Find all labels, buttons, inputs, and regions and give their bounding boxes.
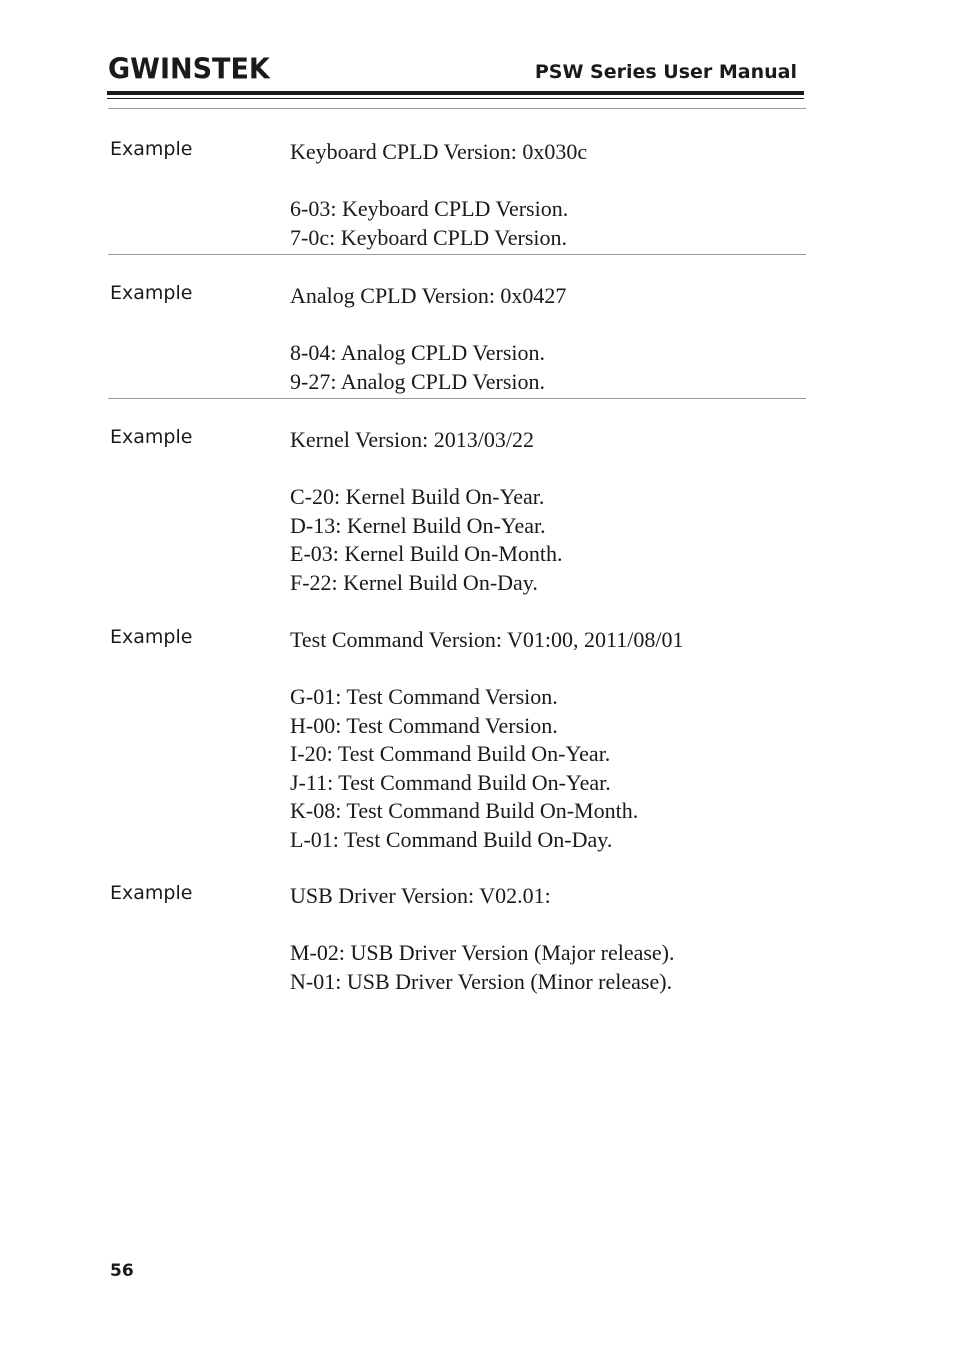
example-line: G-01: Test Command Version. [290,684,558,709]
example-label: Example [110,882,193,904]
example-heading: USB Driver Version: V02.01: [290,883,551,908]
example-label: Example [110,138,193,160]
example-line: M-02: USB Driver Version (Major release). [290,940,675,965]
example-line: 7-0c: Keyboard CPLD Version. [290,224,567,250]
document-title: PSW Series User Manual [534,61,797,83]
example-content [290,626,683,854]
page-number: 56 [110,1261,134,1281]
example-content [290,426,563,597]
header-rule-thin [107,98,804,99]
section-divider [108,398,806,399]
brand-logo: GWINSTEK [108,53,270,86]
header-rule-thick [107,91,804,95]
example-content [290,138,587,252]
example-line: E-03: Kernel Build On-Month. [290,541,563,566]
example-heading: Test Command Version: V01:00, 2011/08/01 [290,627,684,652]
example-line: D-13: Kernel Build On-Year. [290,512,546,538]
example-line: C-20: Kernel Build On-Year. [290,484,545,509]
example-line: 9-27: Analog CPLD Version. [290,368,546,394]
example-line: 8-04: Analog CPLD Version. [290,340,546,365]
example-line: H-00: Test Command Version. [290,712,558,738]
example-line: F-22: Kernel Build On-Day. [290,569,538,595]
example-line: N-01: USB Driver Version (Minor release). [290,968,673,994]
example-line: K-08: Test Command Build On-Month. [290,798,639,823]
example-heading: Analog CPLD Version: 0x0427 [290,283,567,308]
section-divider [108,254,806,255]
example-content [290,282,566,396]
example-content [290,882,675,996]
example-line: J-11: Test Command Build On-Year. [290,769,611,795]
example-line: 6-03: Keyboard CPLD Version. [290,196,569,221]
example-label: Example [110,282,193,304]
table-top-divider [108,108,806,109]
example-heading: Keyboard CPLD Version: 0x030c [290,139,588,164]
example-line: I-20: Test Command Build On-Year. [290,741,611,766]
example-line: L-01: Test Command Build On-Day. [290,826,613,852]
example-label: Example [110,626,193,648]
example-heading: Kernel Version: 2013/03/22 [290,427,535,452]
example-label: Example [110,426,193,448]
